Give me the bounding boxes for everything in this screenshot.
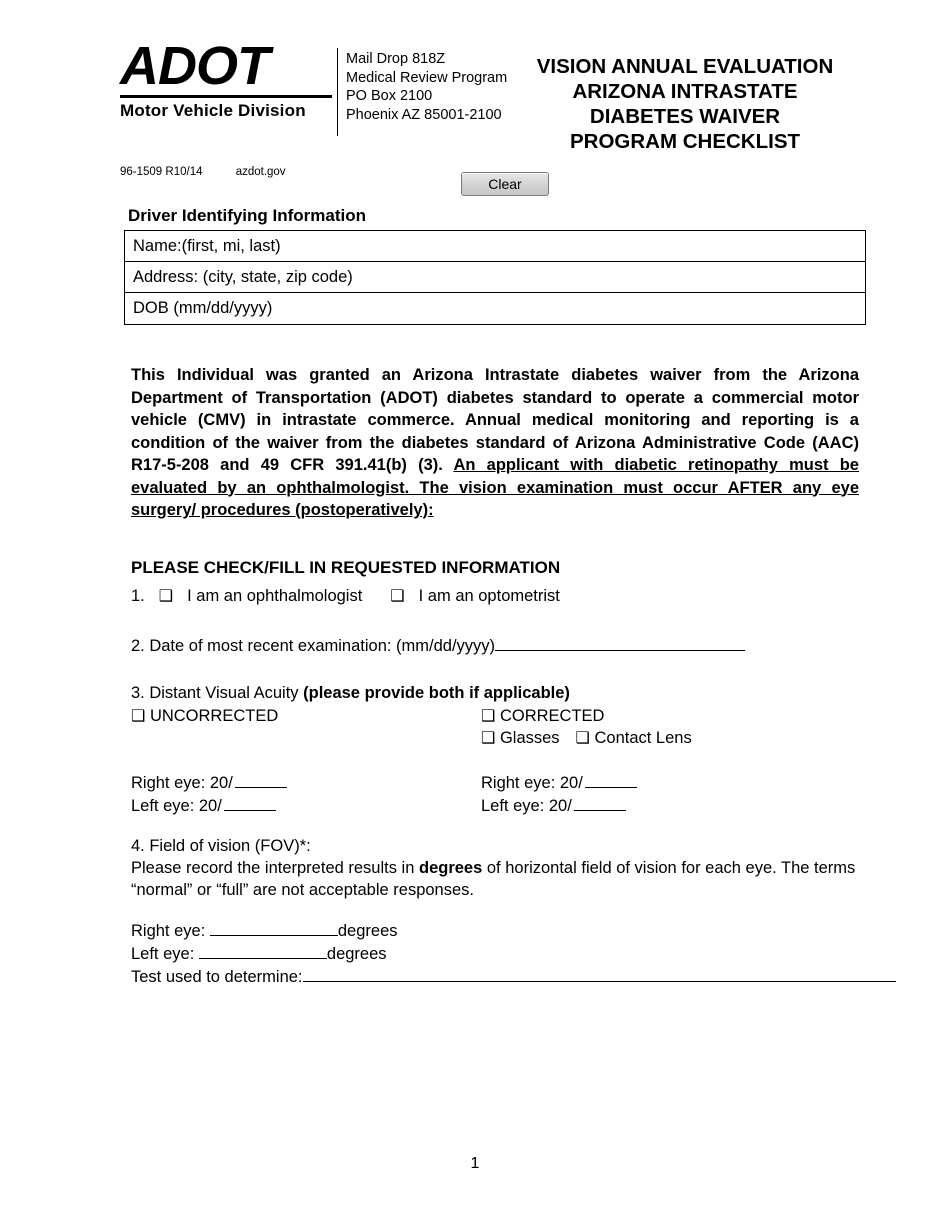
title-line-2: ARIZONA INTRASTATE (572, 80, 798, 103)
waiver-statement-underlined: An applicant with diabetic retinopathy must be evaluated by an ophthalmologist. The vision examination must occur AFTER any eye surgery/ procedures (postoperatively): (131, 456, 859, 519)
question-4-text-part2: of horizontal field of vision for each eye. The terms “normal” or “full” are not acceptable responses. (131, 859, 856, 899)
driver-address-field[interactable]: Address: (city, state, zip code) (125, 262, 865, 293)
uncorrected-left-eye-row (131, 795, 287, 818)
title-line-4: PROGRAM CHECKLIST (569, 130, 801, 153)
question-2-label: 2. Date of most recent examination: (mm/dd/yyyy) (131, 637, 496, 655)
question-2 (131, 636, 745, 656)
corrected-group (481, 706, 604, 726)
clear-button[interactable]: Clear (461, 172, 548, 196)
fov-left-eye-input[interactable] (199, 945, 327, 959)
waiver-statement-normal: This Individual was granted an Arizona Intrastate diabetes waiver from the Arizona Department of Transportation (ADOT) diabetes standard to operate a commercial motor vehicle (CMV) in intrastate commerce. Annual medical monitoring and reporting is a condition of the waiver from the diabetes standard of Arizona Administrative Code (AAC) R17-5-208 and 49 CFR 391.41(b) (3). (131, 366, 859, 474)
mailing-address (346, 50, 507, 124)
uncorrected-right-eye-label: Right eye: 20/ (131, 774, 233, 792)
adot-logo (120, 38, 335, 121)
corrected-acuity-fields (481, 772, 637, 818)
checkbox-optometrist[interactable]: ❑ (390, 588, 405, 605)
question-4 (131, 835, 861, 901)
instructions-heading: PLEASE CHECK/FILL IN REQUESTED INFORMATION (131, 558, 561, 577)
corrected-right-eye-input[interactable] (585, 774, 637, 788)
address-line-2: Medical Review Program (346, 69, 508, 86)
driver-dob-field[interactable]: DOB (mm/dd/yyyy) (133, 299, 273, 317)
uncorrected-group (131, 706, 278, 726)
uncorrected-label: UNCORRECTED (149, 707, 279, 725)
driver-info-table (124, 230, 866, 325)
corrected-left-eye-label: Left eye: 20/ (481, 797, 572, 815)
checkbox-contact-lens[interactable]: ❑ (575, 730, 590, 747)
checkbox-glasses[interactable]: ❑ (481, 730, 496, 747)
question-3-title (131, 684, 570, 703)
question-3-label: 3. Distant Visual Acuity (131, 684, 304, 702)
uncorrected-right-eye-input[interactable] (235, 774, 287, 788)
adot-logo-subtitle: Motor Vehicle Division (120, 101, 306, 120)
document-header (0, 36, 950, 178)
adot-logo-text: ADOT (120, 36, 269, 96)
question-1 (131, 586, 560, 606)
fov-left-degrees-label: degrees (326, 945, 387, 963)
uncorrected-left-eye-label: Left eye: 20/ (131, 797, 222, 815)
page-title (490, 54, 880, 154)
corrected-subtypes (481, 728, 692, 748)
fov-test-used-row (131, 966, 896, 989)
corrected-label: CORRECTED (499, 707, 605, 725)
title-line-3: DIABETES WAIVER (589, 105, 781, 128)
waiver-statement (131, 364, 859, 522)
fov-left-eye-label: Left eye: (131, 945, 199, 963)
corrected-right-eye-row (481, 772, 637, 795)
question-3-label-bold: (please provide both if applicable) (303, 684, 570, 702)
fov-test-used-label: Test used to determine: (131, 968, 303, 986)
exam-date-input[interactable] (495, 636, 745, 651)
question-1-option-b-label: I am an optometrist (418, 587, 560, 605)
form-code: 96-1509 R10/14 (120, 166, 203, 178)
glasses-label: Glasses (499, 729, 560, 747)
checkbox-corrected[interactable]: ❑ (481, 708, 496, 725)
driver-name-field[interactable]: Name:(first, mi, last) (125, 231, 865, 262)
fov-right-eye-label: Right eye: (131, 922, 210, 940)
title-line-1: VISION ANNUAL EVALUATION (536, 55, 834, 78)
clear-button-container (0, 172, 950, 196)
question-1-option-a-label: I am an ophthalmologist (187, 587, 363, 605)
corrected-right-eye-label: Right eye: 20/ (481, 774, 583, 792)
question-4-text (131, 857, 861, 901)
fov-fields (131, 920, 896, 989)
address-line-1: Mail Drop 818Z (346, 51, 446, 67)
question-4-title: 4. Field of vision (FOV)*: (131, 837, 311, 855)
fov-right-degrees-label: degrees (337, 922, 398, 940)
driver-info-heading: Driver Identifying Information (128, 206, 367, 225)
agency-website: azdot.gov (235, 166, 286, 178)
checkbox-uncorrected[interactable]: ❑ (131, 708, 146, 725)
uncorrected-right-eye-row (131, 772, 287, 795)
fov-right-eye-row (131, 920, 896, 943)
question-4-text-bold: degrees (419, 859, 483, 877)
header-vertical-divider (337, 48, 338, 136)
page-number: 1 (470, 1155, 480, 1172)
fov-test-used-input[interactable] (303, 968, 896, 982)
address-line-3: PO Box 2100 (346, 88, 433, 104)
question-4-text-part1: Please record the interpreted results in (131, 859, 419, 877)
corrected-left-eye-row (481, 795, 637, 818)
uncorrected-left-eye-input[interactable] (224, 797, 276, 811)
contact-lens-label: Contact Lens (594, 729, 692, 747)
uncorrected-acuity-fields (131, 772, 287, 818)
checkbox-ophthalmologist[interactable]: ❑ (158, 588, 174, 605)
fov-left-eye-row (131, 943, 896, 966)
address-line-4: Phoenix AZ 85001-2100 (346, 106, 502, 123)
corrected-left-eye-input[interactable] (574, 797, 626, 811)
question-1-number: 1. (131, 587, 145, 605)
fov-right-eye-input[interactable] (210, 922, 338, 936)
